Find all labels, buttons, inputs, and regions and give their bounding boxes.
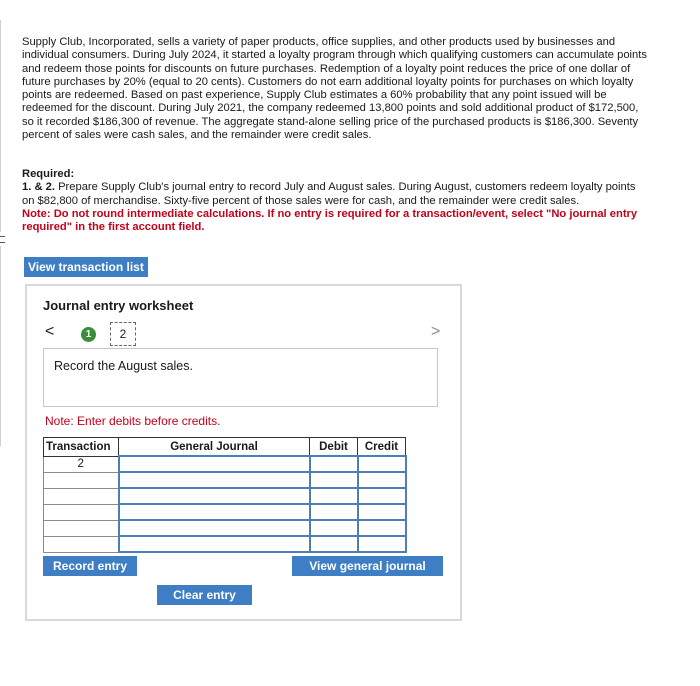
col-debit: Debit [310, 438, 358, 457]
table-row [44, 488, 406, 504]
required-instruction [22, 181, 650, 208]
transaction-cell [44, 504, 119, 520]
debit-input[interactable] [310, 520, 358, 536]
required-text: Prepare Supply Club's journal entry to record July and August sales. During August, customers redeem loyalty points on $82,800 of merchandise. Sixty-five percent of those sales were for cash, and the remainder were credit sales. [22, 181, 636, 207]
left-edge-line-bottom [0, 246, 1, 446]
problem-text: Supply Club, Incorporated, sells a variety of paper products, office supplies, and other products used by businesses and individual consumers. During July 2024, it started a loyalty program through which qualifying customers can accumulate points and redeem those points for discounts on future purchases. Redemption of a loyalty point reduces the price of one dollar of future purchases by 20% (equal to 20 cents). Customers do not earn additional loyalty points for purchases on which loyalty points are redeemed. Based on past experience, Supply Club estimates a 60% probability that any point issued will be redeemed for the discount. During July 2021, the company redeemed 13,800 points and sold additional product of $172,500, so it recorded $186,300 of revenue. The aggregate stand-alone selling price of the purchased products is $186,300. Seventy percent of sales were cash sales, and the remainder were credit sales. [22, 36, 647, 142]
journal-table-header [44, 438, 406, 457]
general-journal-input[interactable] [119, 504, 310, 520]
worksheet-title: Journal entry worksheet [43, 298, 194, 313]
credit-input[interactable] [358, 536, 406, 552]
credit-input[interactable] [358, 456, 406, 472]
transaction-cell [44, 488, 119, 504]
required-title: Required: [22, 168, 75, 180]
table-row [44, 536, 406, 552]
view-general-journal-button[interactable]: View general journal [292, 556, 443, 576]
table-row [44, 520, 406, 536]
transaction-cell [44, 536, 119, 552]
journal-table [43, 437, 407, 553]
table-row [44, 456, 406, 472]
table-row [44, 472, 406, 488]
credit-input[interactable] [358, 472, 406, 488]
debit-input[interactable] [310, 536, 358, 552]
debit-input[interactable] [310, 488, 358, 504]
worksheet-instruction: Record the August sales. [43, 348, 438, 407]
required-number: 1. & 2. [22, 181, 55, 194]
general-journal-input[interactable] [119, 520, 310, 536]
general-journal-input[interactable] [119, 472, 310, 488]
general-journal-input[interactable] [119, 488, 310, 504]
chevron-right-icon[interactable]: > [431, 323, 441, 340]
step-2[interactable]: 2 [110, 322, 136, 346]
col-credit: Credit [358, 438, 406, 457]
journal-entry-worksheet [25, 284, 462, 621]
credit-input[interactable] [358, 488, 406, 504]
col-general-journal: General Journal [119, 438, 310, 457]
left-edge-line-top [0, 20, 1, 232]
worksheet-note: Note: Enter debits before credits. [45, 414, 221, 428]
view-transaction-list-button[interactable]: View transaction list [24, 257, 148, 277]
credit-input[interactable] [358, 520, 406, 536]
step-1[interactable]: 1 [81, 327, 96, 342]
general-journal-input[interactable] [119, 456, 310, 472]
record-entry-button[interactable]: Record entry [43, 556, 137, 576]
transaction-cell: 2 [44, 456, 119, 472]
debit-input[interactable] [310, 472, 358, 488]
transaction-cell [44, 472, 119, 488]
chevron-left-icon[interactable]: < [45, 323, 55, 340]
col-transaction: Transaction [44, 438, 119, 457]
required-note: Note: Do not round intermediate calculations. If no entry is required for a transaction/event, select "No journal entry required" in the first account field. [22, 207, 638, 234]
transaction-cell [44, 520, 119, 536]
general-journal-input[interactable] [119, 536, 310, 552]
debit-input[interactable] [310, 504, 358, 520]
required-block [22, 168, 650, 234]
clear-entry-button[interactable]: Clear entry [157, 585, 252, 605]
debit-input[interactable] [310, 456, 358, 472]
menu-icon [0, 236, 5, 243]
table-row [44, 504, 406, 520]
credit-input[interactable] [358, 504, 406, 520]
